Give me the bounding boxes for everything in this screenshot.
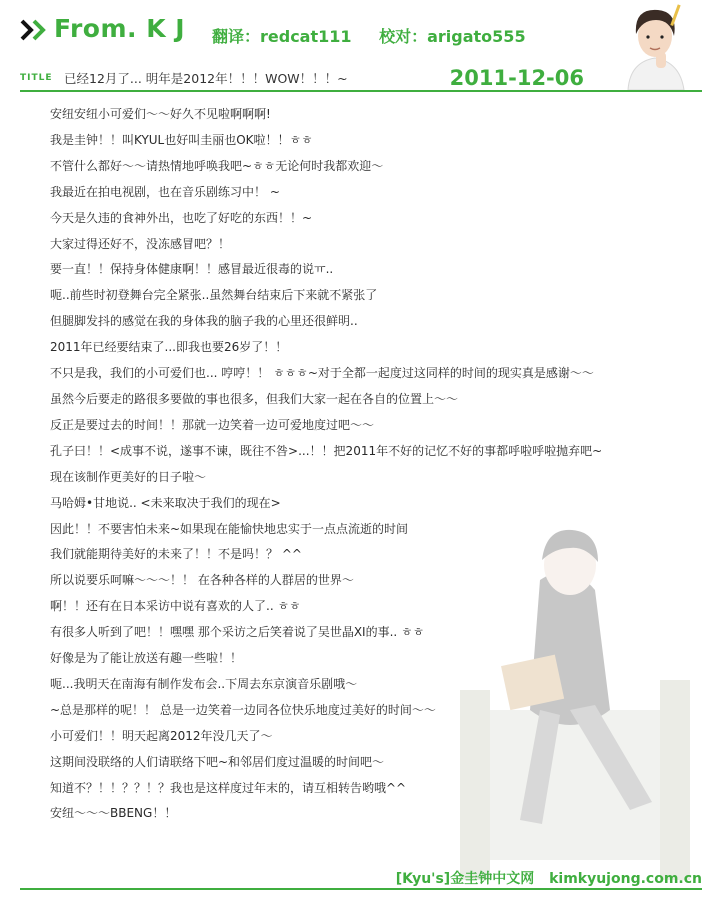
body-line: 我们就能期待美好的未来了！！不是吗！？ ^^ bbox=[50, 547, 302, 562]
body-line: 安纽安纽小可爱们～～好久不见啦啊啊啊! bbox=[50, 107, 271, 121]
body-line: 反正是要过去的时间！！那就一边笑着一边可爱地度过吧～～ bbox=[50, 417, 375, 432]
body-line: 大家过得还好不，没冻感冒吧？！ bbox=[50, 236, 231, 251]
body-line: 呃..前些时初登舞台完全紧张..虽然舞台结束后下来就不紧张了 bbox=[50, 288, 378, 303]
body-line: 不管什么都好～～请热情地呼唤我吧~ㅎㅎ无论何时我都欢迎～ bbox=[50, 158, 384, 173]
body-line: ~总是那样的呢！！ 总是一边笑着一边同各位快乐地度过美好的时间～～ bbox=[50, 702, 436, 717]
post-body bbox=[50, 102, 710, 827]
site-url[interactable]: kimkyujong.com.cn bbox=[549, 871, 702, 887]
body-line: 小可爱们！！明天起离2012年没几天了～ bbox=[50, 728, 273, 743]
body-line: 因此！！不要害怕未来~如果现在能愉快地忠实于一点点流逝的时间 bbox=[50, 521, 409, 536]
body-line: 虽然今后要走的路很多要做的事也很多，但我们大家一起在各自的位置上～～ bbox=[50, 391, 459, 406]
body-line: 今天是久违的食神外出，也吃了好吃的东西！！~ bbox=[50, 210, 313, 225]
body-line: 呃...我明天在南海有制作发布会..下周去东京演音乐剧哦～ bbox=[50, 676, 358, 691]
body-line: 孔子曰！！<成事不说，遂事不谏，既往不咎>...！！把2011年不好的记忆不好的事都呼啦呼啦抛弃吧~ bbox=[50, 443, 603, 458]
credits bbox=[212, 24, 548, 47]
post-date: 2011-12-06 bbox=[449, 66, 584, 90]
body-line: 我最近在拍电视剧，也在音乐剧练习中！ ~ bbox=[50, 184, 280, 199]
title-tag: TITLE bbox=[20, 73, 53, 83]
body-line: 不只是我，我们的小可爱们也... 哼哼！！ ㅎㅎㅎ~对于全都一起度过这同样的时间的现实真是感谢～～ bbox=[50, 366, 594, 381]
body-line: 有很多人听到了吧！！嘿嘿 那个采访之后笑着说了吴世晶XI的事.. ㅎㅎ bbox=[50, 625, 425, 640]
translator-credit: 翻译：redcat111 bbox=[212, 27, 352, 46]
post-title: 已经12月了... 明年是2012年！！！WOW！！！~ bbox=[64, 71, 348, 86]
body-line: 2011年已经要结束了...即我也要26岁了！！ bbox=[50, 340, 288, 355]
body-line: 但腿脚发抖的感觉在我的身体我的脑子我的心里还很鲜明.. bbox=[50, 314, 358, 329]
divider bbox=[20, 90, 702, 92]
body-line: 这期间没联络的人们请联络下吧~和邻居们度过温暖的时间吧～ bbox=[50, 754, 385, 769]
double-chevron-right-icon bbox=[20, 18, 50, 42]
footer-divider bbox=[20, 888, 702, 890]
site-name: [Kyu's]金圭钟中文网 bbox=[395, 871, 535, 887]
body-line: 好像是为了能让放送有趣一些啦！！ bbox=[50, 651, 243, 666]
body-line: 所以说要乐呵嘛～～～！！ 在各种各样的人群居的世界～ bbox=[50, 573, 354, 588]
body-line: 知道不？！！？？！？我也是这样度过年末的，请互相转告哟哦^^ bbox=[50, 780, 407, 795]
proofreader-credit: 校对：arigato555 bbox=[379, 27, 526, 46]
body-line: 要一直！！保持身体健康啊！！感冒最近很毒的说ㅠ.. bbox=[50, 262, 334, 277]
from-signature: From. K J bbox=[54, 14, 186, 43]
footer bbox=[386, 868, 702, 888]
body-line: 安纽～～～BBENG！！ bbox=[50, 806, 177, 821]
body-line: 我是圭钟！！叫KYUL也好叫圭丽也OK啦！！ㅎㅎ bbox=[50, 132, 313, 147]
body-line: 啊！！还有在日本采访中说有喜欢的人了.. ㅎㅎ bbox=[50, 599, 301, 614]
body-line: 现在该制作更美好的日子啦～ bbox=[50, 469, 207, 484]
title-bar bbox=[20, 64, 702, 92]
body-line: 马哈姆•甘地说.. <未来取决于我们的现在> bbox=[50, 495, 281, 510]
